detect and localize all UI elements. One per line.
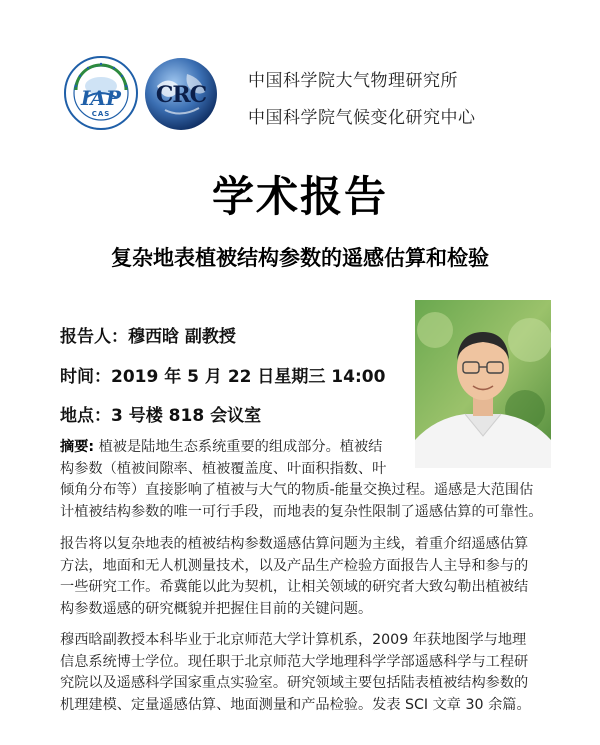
time-line: 时间：2019 年 5 月 22 日星期三 14:00 [60,367,386,387]
iap-logo-text: IAP [81,86,121,110]
description-paragraph [60,534,550,620]
para3-line: 究院以及遥感科学国家重点实验室。研究领域主要包括陆表植被结构参数的 [60,675,529,691]
report-subtitle: 复杂地表植被结构参数的遥感估算和检验 [111,246,489,270]
para3-line: 信息系统博士学位。现任职于北京师范大学地理科学学部遥感科学与工程研 [60,653,529,670]
org-name-iap: 中国科学院大气物理研究所 [248,71,458,91]
para2-line: 构参数遥感的研究概貌并把握住目前的关键问题。 [60,600,373,617]
location-line: 地点：3 号楼 818 会议室 [60,406,262,426]
abstract-text-1: 植被是陆地生态系统重要的组成部分。植被结 [94,439,383,455]
para3-line: 机理建模、定量遥感估算、地面测量和产品检验。发表 SCI 文章 30 余篇。 [60,696,531,713]
para2-line: 报告将以复杂地表的植被结构参数遥感估算问题为主线，着重介绍遥感估算 [60,536,529,552]
org-name-crc: 中国科学院气候变化研究中心 [248,108,476,128]
abstract-paragraph-wide [60,480,550,523]
speaker-line: 报告人：穆西晗 副教授 [60,327,236,347]
abstract-line-3: 倾角分布等）直接影响了植被与大气的物质-能量交换过程。遥感是大范围估 [60,482,534,498]
iap-logo [64,56,138,130]
bio-paragraph [60,630,550,716]
crc-logo [143,56,219,132]
abstract-paragraph [60,437,405,480]
para2-line: 方法，地面和无人机测量技术，以及产品生产检验方面报告人主导和参与的 [60,557,529,574]
abstract-line-2: 构参数（植被间隙率、植被覆盖度、叶面积指数、叶 [60,460,387,477]
para3-line: 穆西晗副教授本科毕业于北京师范大学计算机系，2009 年获地图学与地理 [60,632,527,648]
abstract-line-4: 计植被结构参数的唯一可行手段，而地表的复杂性限制了遥感估算的可靠性。 [60,503,543,520]
crc-logo-text: CRC [155,82,207,108]
abstract-label: 摘要: [60,439,95,455]
abstract-line-1 [60,437,405,459]
para2-line: 一些研究工作。希冀能以此为契机，让相关领域的研究者大致勾勒出植被结 [60,579,529,595]
speaker-photo-graphic [415,300,551,468]
page-title: 学术报告 [211,172,388,221]
speaker-photo [415,300,551,468]
iap-logo-subtext: CAS [91,110,111,118]
